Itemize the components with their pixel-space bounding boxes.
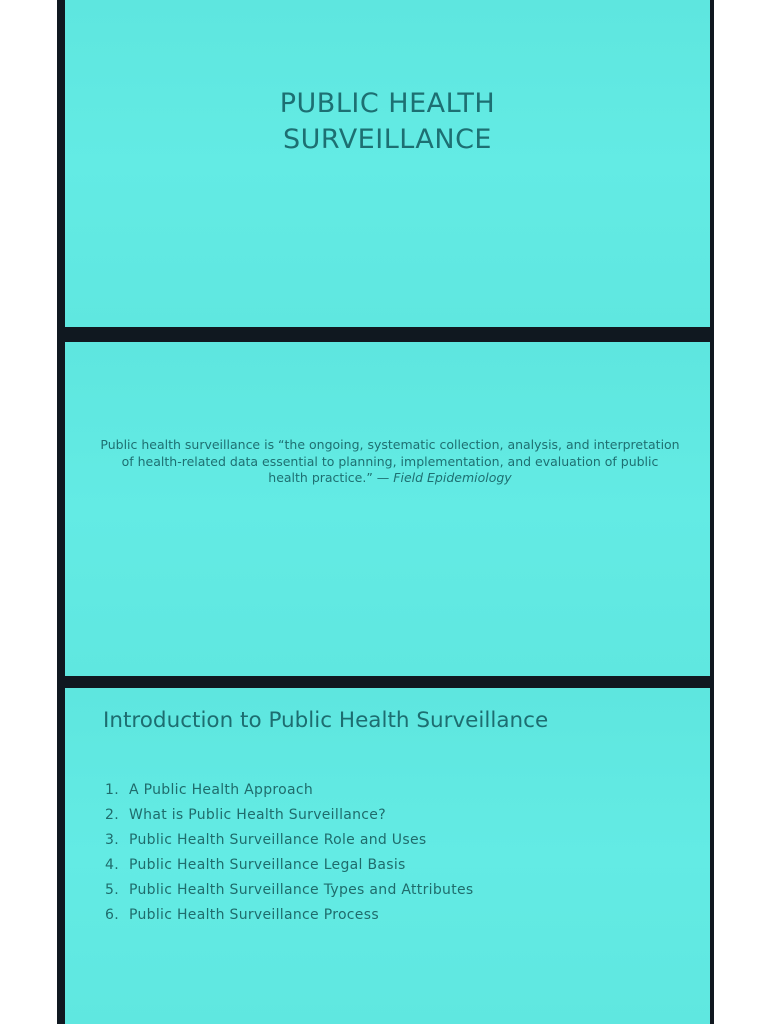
list-item-number: 4. — [105, 857, 119, 873]
list-item-number: 3. — [105, 832, 119, 848]
list-item-text: Public Health Surveillance Role and Uses — [129, 832, 427, 848]
introduction-slide — [65, 688, 710, 1024]
quote-source: Field Epidemiology — [393, 470, 512, 485]
list-item — [105, 831, 495, 849]
quote-text: Public health surveillance is “the ongoing, systematic collection, analysis, and interpretation of health-related data essential to planning, implementation, and evaluation of public health practice.” — — [100, 437, 680, 485]
list-item-number: 2. — [105, 807, 119, 823]
slide-title — [65, 86, 710, 158]
list-item-text: Public Health Surveillance Types and Attributes — [129, 882, 474, 898]
list-item-number: 1. — [105, 782, 119, 798]
slide-title-line-1: PUBLIC HEALTH — [279, 88, 496, 119]
list-item-number: 6. — [105, 907, 119, 923]
list-item-text: Public Health Surveillance Process — [129, 907, 379, 923]
list-item-text: Public Health Surveillance Legal Basis — [129, 857, 406, 873]
introduction-heading: Introduction to Public Health Surveillance — [103, 708, 549, 733]
list-item — [105, 856, 495, 874]
definition-slide — [65, 342, 710, 676]
list-item — [105, 906, 495, 924]
list-item — [105, 781, 495, 799]
list-item-text: What is Public Health Surveillance? — [129, 807, 386, 823]
slide-title-line-2: SURVEILLANCE — [283, 124, 492, 155]
list-item-number: 5. — [105, 882, 119, 898]
definition-quote — [100, 437, 680, 487]
outline-list — [105, 781, 495, 931]
list-item — [105, 881, 495, 899]
title-slide — [65, 0, 710, 327]
list-item-text: A Public Health Approach — [129, 782, 314, 798]
list-item — [105, 806, 495, 824]
